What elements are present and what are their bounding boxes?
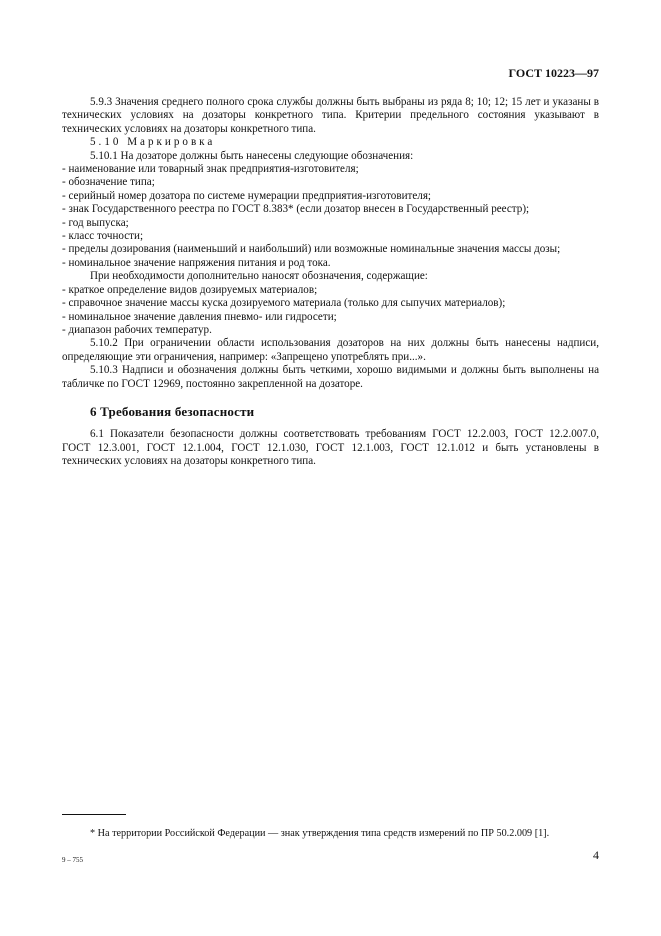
list-item: - номинальное значение напряжения питания и род тока. [62,256,331,269]
list-item: - пределы дозирования (наименьший и наибольший) или возможные номинальные значения массы дозы; [62,243,561,256]
list-item: - серийный номер дозатора по системе нумерации предприятия-изготовителя; [62,189,432,202]
list-item: - краткое определение видов дозируемых материалов; [62,283,318,296]
list-item: - справочное значение массы куска дозируемого материала (только для сыпучих материалов); [62,297,506,310]
list-item: - диапазон рабочих температур. [62,323,212,336]
list-item: - год выпуска; [62,216,129,229]
paragraph-5-9-3: 5.9.3 Значения среднего полного срока службы должны быть выбраны из ряда 8; 10; 12; 15 лет и указаны в технических условиях на дозаторы конкретного типа. Критерии предельного состояния указывают в технических условиях на дозаторы конкретного типа. [62,96,599,135]
document-header: ГОСТ 10223—97 [508,66,599,80]
paragraph-5-10-3: 5.10.3 Надписи и обозначения должны быть четкими, хорошо видимыми и должны быть выполнены на табличке по ГОСТ 12969, постоянно закрепленной на дозаторе. [62,364,599,390]
paragraph-6-1: 6.1 Показатели безопасности должны соответствовать требованиям ГОСТ 12.2.003, ГОСТ 12.2.007.0, ГОСТ 12.3.001, ГОСТ 12.1.004, ГОСТ 12.1.030, ГОСТ 12.1.003, ГОСТ 12.1.012 и быть установлены в технических условиях на дозаторы конкретного типа. [62,428,599,468]
list-item: - обозначение типа; [62,176,155,189]
list-item: - знак Государственного реестра по ГОСТ 8.383* (если дозатор внесен в Государственный реестр); [62,203,530,216]
list-item: - номинальное значение давления пневмо- или гидросети; [62,310,337,323]
heading-5-10: 5.10 Маркировка [90,136,216,149]
footnote-divider [62,814,126,815]
document-body [62,96,599,469]
section-6-title: 6 Требования безопасности [90,403,255,419]
markings-list [62,163,599,270]
paragraph-extra-intro: При необходимости дополнительно наносят обозначения, содержащие: [90,270,428,283]
paragraph-5-10-2: 5.10.2 При ограничении области использования дозаторов на них должны быть нанесены надписи, определяющие эти ограничения, например: «Запрещено употреблять при...». [62,337,599,363]
page-number: 4 [593,848,599,862]
list-item: - класс точности; [62,230,144,243]
list-item: - наименование или товарный знак предприятия-изготовителя; [62,163,359,176]
print-code: 9 – 755 [62,856,83,864]
paragraph-5-10-1: 5.10.1 На дозаторе должны быть нанесены следующие обозначения: [90,149,414,162]
extra-markings-list [62,284,599,338]
footnote: * На территории Российской Федерации — знак утверждения типа средств измерений по ПР 50.2.009 [1]. [90,828,550,839]
